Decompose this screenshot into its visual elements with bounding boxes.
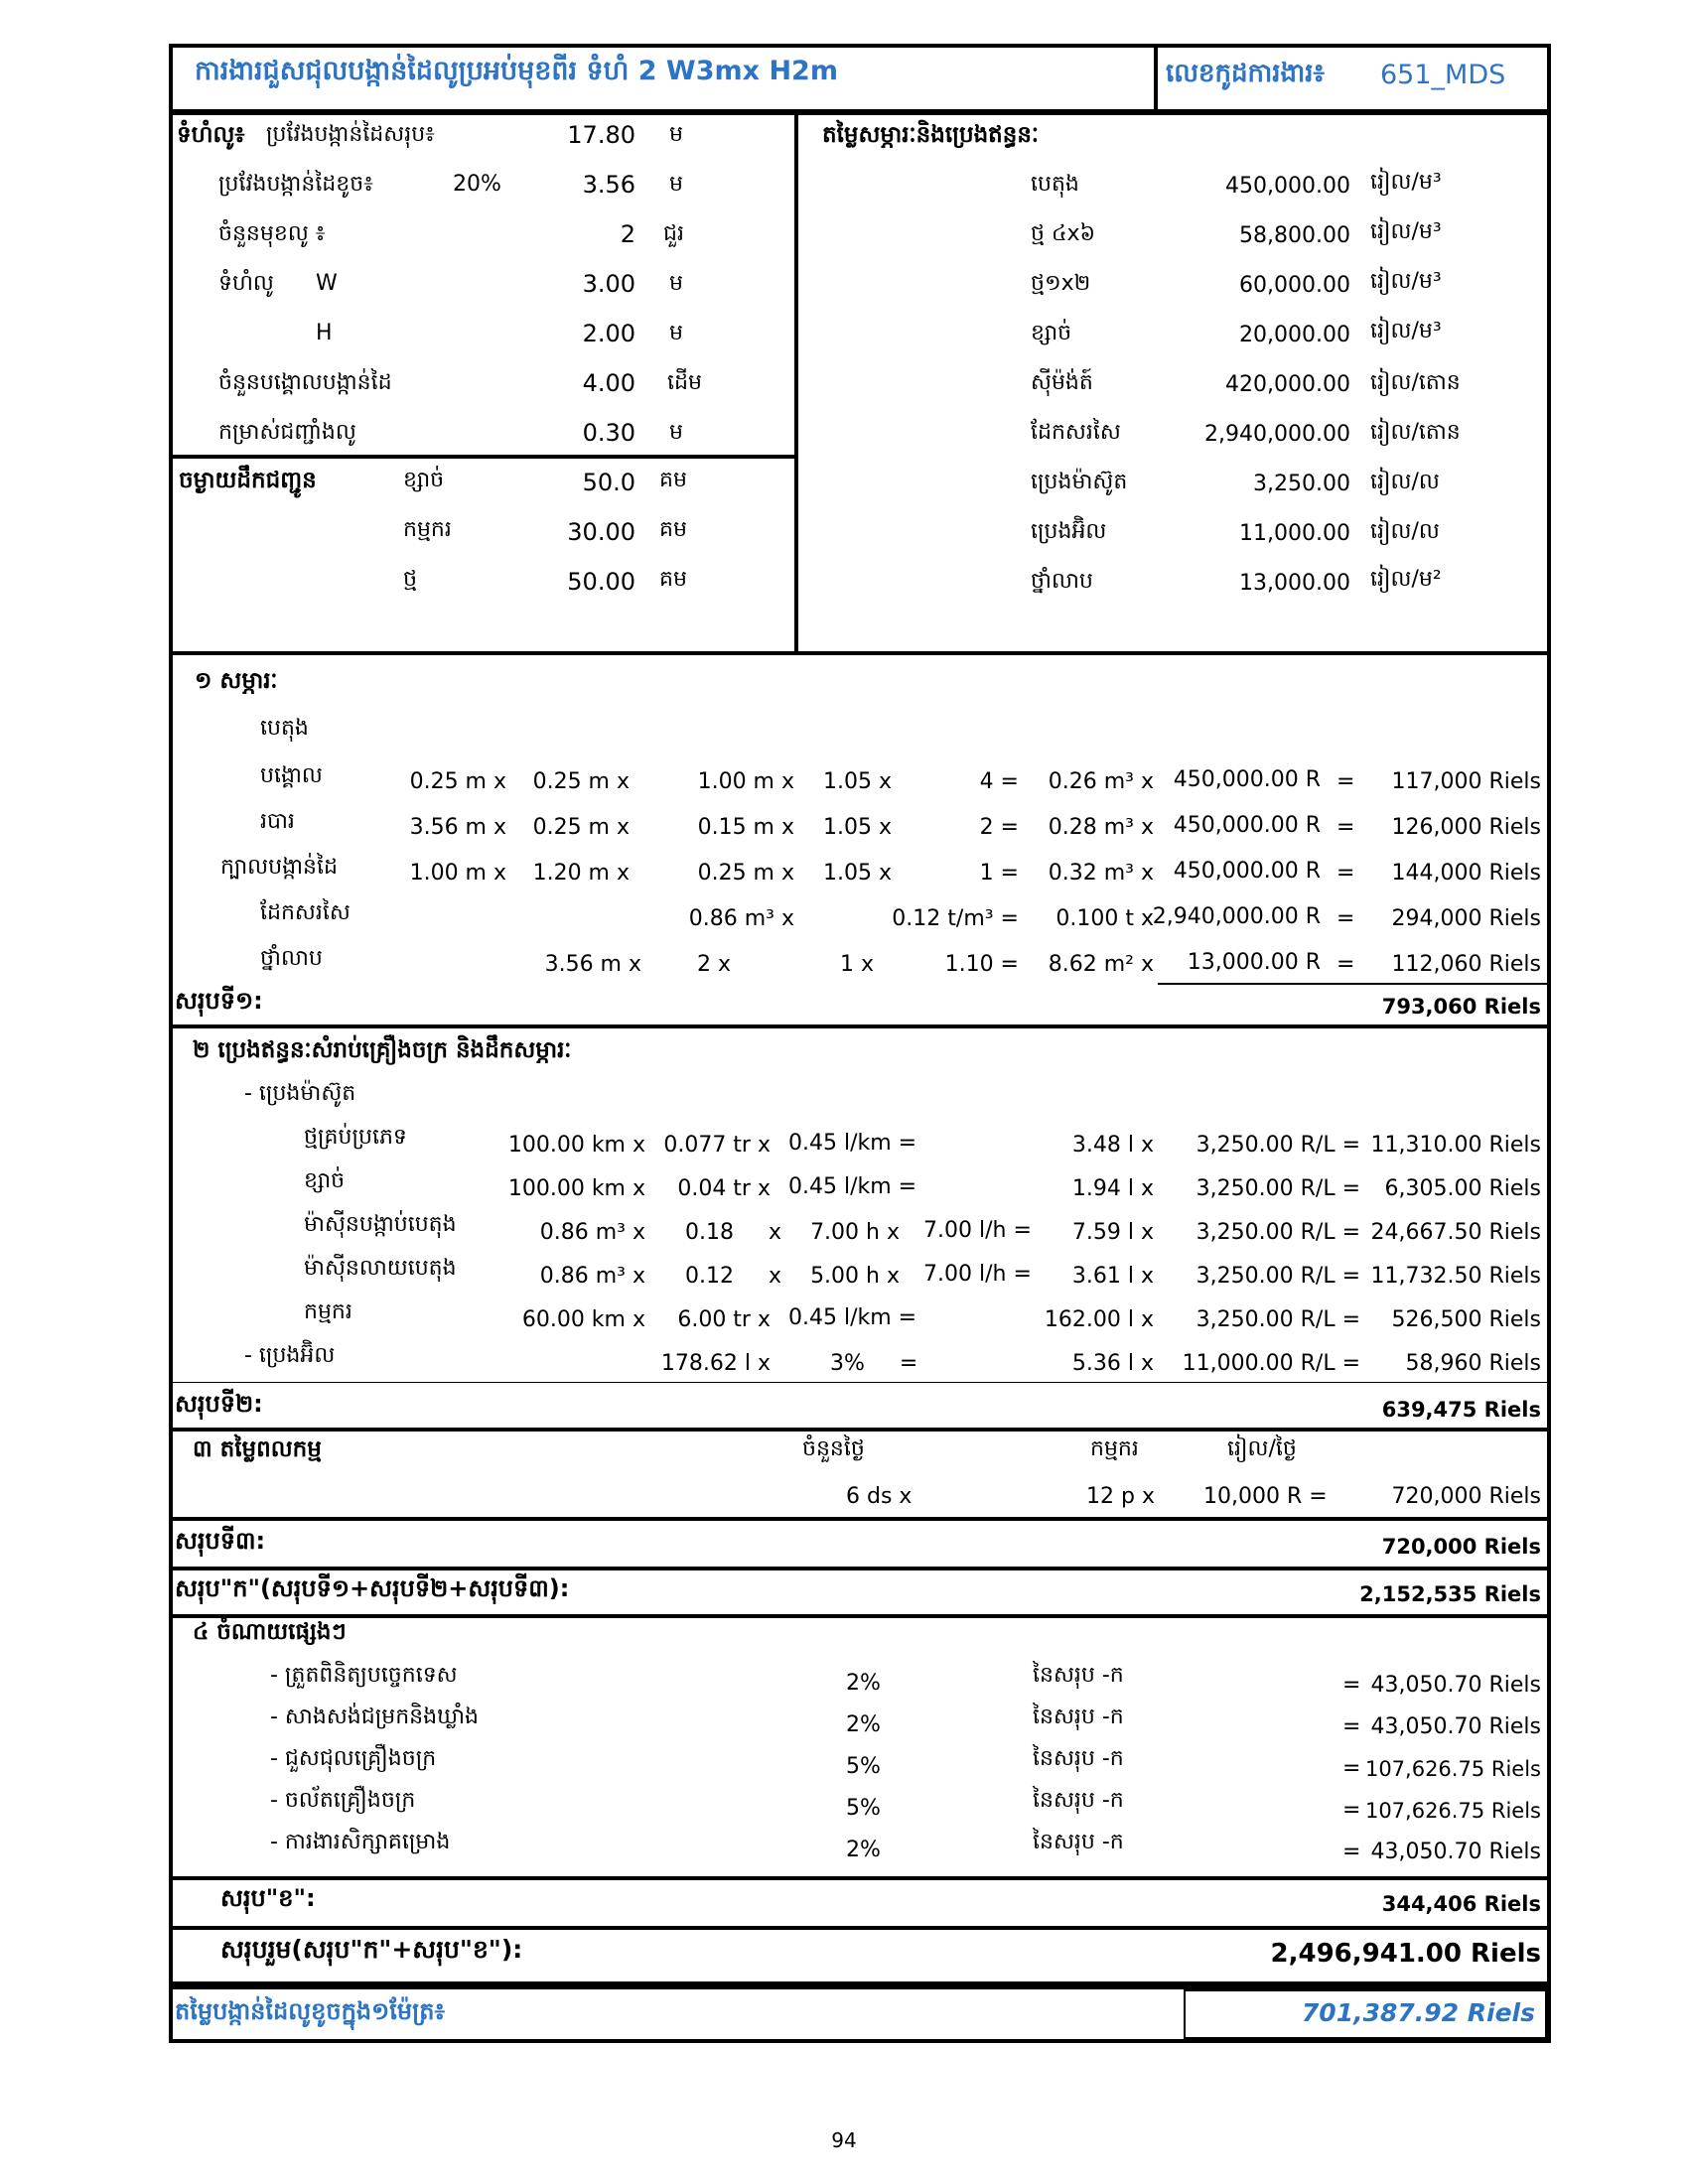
- s1-cell: 0.100 t x: [1055, 906, 1154, 931]
- top-block-bottom: [169, 651, 1551, 655]
- s1-total: 112,060 Riels: [1391, 952, 1541, 977]
- s1-row-label: ដែកសរសៃ: [260, 900, 351, 925]
- s2-cell: 3,250.00 R/L =: [1196, 1176, 1360, 1201]
- price-row-label: ខ្សាច់: [1031, 321, 1072, 345]
- s4-row-label: - ការងារសិក្សាគម្រោង: [270, 1830, 451, 1854]
- oil-label: - ប្រេងអ៊ិល: [244, 1343, 336, 1368]
- dim-row-unit: ម: [669, 321, 683, 345]
- section1-subtotal-label: សរុបទី១:: [175, 987, 263, 1015]
- s1-cell: 1 =: [979, 861, 1019, 886]
- s2-cell: 100.00 km x: [507, 1133, 645, 1158]
- section1-title: ១ សម្ភារៈ: [195, 668, 278, 694]
- dim-row-unit: ម: [669, 271, 683, 296]
- section3-title: ៣ តម្លៃពលកម្ម: [193, 1436, 322, 1462]
- s2-cell: 0.12 x: [685, 1264, 781, 1289]
- s1-cell: 2 x: [696, 952, 731, 977]
- price-row-label: ថ្ម១x២: [1031, 271, 1091, 296]
- section3-days: 6 ds x: [846, 1484, 913, 1509]
- dim-row-label: ចំនួនបង្គោលបង្កាន់ដៃ: [218, 370, 392, 395]
- dim-row-label: ប្រវែងបង្កាន់ដៃសរុប៖: [266, 122, 435, 147]
- transport-row-value: 30.00: [567, 518, 635, 546]
- s2-cell: 11,000.00 R/L =: [1182, 1351, 1360, 1376]
- per-meter-value: 701,387.92 Riels: [1301, 1998, 1535, 2027]
- dim-row-pct: W: [316, 271, 338, 296]
- s4-total: 107,626.75 Riels: [1364, 1757, 1541, 1781]
- s2-cell: 3,250.00 R/L =: [1196, 1307, 1360, 1332]
- price-row-value: 3,250.00: [1253, 472, 1350, 496]
- s2-cell: 3,250.00 R/L =: [1196, 1133, 1360, 1158]
- total-a-value: 2,152,535 Riels: [1359, 1582, 1541, 1606]
- price-row-value: 20,000.00: [1239, 323, 1350, 347]
- page-number: 94: [831, 2128, 857, 2152]
- s1-cell: 3.56 m x: [544, 952, 641, 977]
- s4-eq: =: [1342, 1840, 1361, 1864]
- s2-cell: 6.00 tr x: [677, 1307, 771, 1332]
- s2-row-label: កម្មករ: [304, 1299, 352, 1324]
- s1-eq: =: [1336, 861, 1355, 886]
- s1-cell: 1 x: [839, 952, 874, 977]
- diesel-label: - ប្រេងម៉ាស៊ូត: [244, 1081, 356, 1106]
- s4-eq: =: [1342, 1673, 1361, 1698]
- total-b-bottom: [169, 1926, 1551, 1930]
- s2-total: 11,310.00 Riels: [1370, 1133, 1541, 1158]
- s2-bottom: [169, 1428, 1551, 1432]
- s4-row-of: នៃសរុប -ក: [1033, 1746, 1124, 1771]
- s4-eq: =: [1342, 1756, 1361, 1781]
- s2-cell: 162.00 l x: [1044, 1307, 1154, 1332]
- dimensions-divider: [169, 455, 796, 459]
- price-row-value: 420,000.00: [1225, 372, 1350, 397]
- s1-total: 117,000 Riels: [1391, 769, 1541, 794]
- section3-workers: 12 p x: [1086, 1484, 1155, 1509]
- s1-cell: 450,000.00 R: [1173, 767, 1321, 792]
- s4-eq: =: [1342, 1798, 1361, 1823]
- s2-row-label: ម៉ាស៊ីនបង្កាប់បេតុង: [304, 1212, 457, 1237]
- price-row-label: បេតុង: [1031, 172, 1079, 197]
- s1-row-label: ក្បាលបង្កាន់ដៃ: [220, 855, 338, 880]
- page-title: ការងារជួសជុលបង្កាន់ដៃលូប្រអប់មុខពីរ ទំហំ 2 W3mx H2m: [195, 56, 838, 86]
- s2-cell: 3,250.00 R/L =: [1196, 1264, 1360, 1289]
- s2-cell: 5.00 h x: [810, 1264, 900, 1289]
- s4-row-of: នៃសរុប -ក: [1033, 1830, 1124, 1854]
- s4-row-label: - ជួសជុលគ្រឿងចក្រ: [270, 1746, 437, 1771]
- s2-cell: 0.86 m³ x: [539, 1264, 645, 1289]
- s1-eq: =: [1336, 769, 1355, 794]
- transport-row-label: កម្មករ: [403, 517, 452, 542]
- price-row-value: 450,000.00: [1225, 174, 1350, 199]
- dim-row-label: ប្រវែងបង្កាន់ដៃខូច៖: [218, 172, 373, 197]
- s2-total: 58,960 Riels: [1405, 1351, 1541, 1376]
- s4-row-pct: 5%: [846, 1796, 881, 1821]
- price-row-value: 60,000.00: [1239, 273, 1350, 298]
- s1-cell: 13,000.00 R: [1187, 950, 1321, 975]
- s1-cell: 0.25 m x: [532, 815, 630, 840]
- s1-bottom: [169, 1024, 1551, 1028]
- s1-cell: 8.62 m² x: [1048, 952, 1154, 977]
- s4-total: 43,050.70 Riels: [1370, 1714, 1541, 1739]
- s1-cell: 1.05 x: [823, 861, 892, 886]
- s2-cell: 3.61 l x: [1071, 1264, 1154, 1289]
- price-row-unit: រៀល/ម³: [1370, 219, 1442, 244]
- dim-row-label: ចំនួនមុខលូ ៖: [218, 221, 326, 246]
- transport-row-unit: គម: [659, 567, 687, 592]
- price-row-value: 2,940,000.00: [1204, 422, 1350, 447]
- s1-cell: 0.28 m³ x: [1048, 815, 1154, 840]
- s2-cell: 0.077 tr x: [663, 1133, 771, 1158]
- s2-cell: 7.00 h x: [810, 1220, 900, 1245]
- s2-total: 11,732.50 Riels: [1370, 1264, 1541, 1289]
- dim-row-pct: 20%: [453, 172, 501, 197]
- total-a-label: សរុប"ក"(សរុបទី១+សរុបទី២+សរុបទី៣):: [175, 1574, 570, 1602]
- s1-cell: 2 =: [979, 815, 1019, 840]
- per-meter-label: តម្លៃបង្កាន់ដៃលូខូចក្នុង១ម៉ែត្រ៖: [175, 1997, 445, 2025]
- total-b-label: សរុប"ខ":: [220, 1884, 316, 1912]
- s2-total: 6,305.00 Riels: [1384, 1176, 1541, 1201]
- s1-eq: =: [1336, 952, 1355, 977]
- s1-row-label: ថ្នាំលាប: [260, 946, 323, 971]
- section3-h-rate: រៀល/ថ្ងៃ: [1227, 1436, 1297, 1461]
- dim-row-label: ទំហំលូ: [218, 271, 274, 296]
- s4-total: 107,626.75 Riels: [1364, 1799, 1541, 1823]
- section3-subtotal-label: សរុបទី៣:: [175, 1527, 266, 1555]
- s3-mid: [169, 1517, 1551, 1521]
- price-row-label: ប្រេងអ៊ិល: [1031, 519, 1107, 544]
- s1-eq: =: [1336, 815, 1355, 840]
- price-row-unit: រៀល/ម³: [1370, 269, 1442, 294]
- price-row-label: ថ្ម ៤x៦: [1031, 221, 1096, 246]
- price-row-unit: រៀល/តោន: [1370, 370, 1461, 395]
- s4-row-label: - សាងសង់ជម្រកនិងឃ្លាំង: [270, 1705, 480, 1729]
- s4-row-of: នៃសរុប -ក: [1033, 1788, 1124, 1813]
- s1-cell: 0.15 m x: [697, 815, 794, 840]
- code-label: លេខកូដការងារ៖: [1166, 59, 1325, 88]
- s1-row-label: របារ: [260, 809, 295, 834]
- s1-cell: 0.25 m x: [697, 861, 794, 886]
- s2-cell: 0.45 l/km =: [788, 1174, 917, 1199]
- section2-title: ២ ប្រេងឥន្ធនៈសំរាប់គ្រឿងចក្រ និងដឹកសម្ភារៈ: [193, 1037, 572, 1063]
- header-divider: [1154, 44, 1158, 113]
- s1-total: 294,000 Riels: [1391, 906, 1541, 931]
- s2-cell: 60.00 km x: [521, 1307, 645, 1332]
- s2-cell: 178.62 l x: [660, 1351, 771, 1376]
- s1-cell: 0.86 m³ x: [688, 906, 794, 931]
- section2-subtotal: 639,475 Riels: [1381, 1398, 1541, 1422]
- price-row-unit: រៀល/ម²: [1370, 567, 1442, 592]
- section3-h-days: ចំនួនថ្ងៃ: [802, 1436, 865, 1461]
- price-row-label: ដែកសរសៃ: [1031, 420, 1121, 445]
- grand-total-label: សរុបរួម(សរុប"ក"+សរុប"ខ"):: [220, 1935, 523, 1964]
- s1-cell: 0.12 t/m³ =: [892, 906, 1019, 931]
- s4-row-of: នៃសរុប -ក: [1033, 1705, 1124, 1729]
- dim-row-value: 2.00: [582, 320, 635, 347]
- s1-row-label: បង្គោល: [260, 763, 323, 788]
- s2-row-label: ខ្សាច់: [304, 1168, 346, 1193]
- dim-row-value: 3.00: [582, 270, 635, 298]
- s1-cell: 4 =: [979, 769, 1019, 794]
- price-row-label: ប្រេងម៉ាស៊ូត: [1031, 470, 1128, 494]
- s1-cell: 0.25 m x: [532, 769, 630, 794]
- s4-row-pct: 2%: [846, 1838, 881, 1862]
- s2-cell: 100.00 km x: [507, 1176, 645, 1201]
- transport-row-unit: គម: [659, 517, 687, 542]
- s1-cell: 1.05 x: [823, 815, 892, 840]
- s1-cell: 3.56 m x: [409, 815, 506, 840]
- s4-row-pct: 2%: [846, 1671, 881, 1696]
- s4-row-label: - ត្រួតពិនិត្យបច្ចេកទេស: [270, 1663, 458, 1688]
- total-b-value: 344,406 Riels: [1381, 1892, 1541, 1916]
- s4-eq: =: [1342, 1714, 1361, 1739]
- grand-total-value: 2,496,941.00 Riels: [1270, 1939, 1541, 1969]
- section1-subtotal: 793,060 Riels: [1381, 995, 1541, 1019]
- s2-cell: 3% =: [830, 1351, 918, 1376]
- s1-cell: 1.10 =: [944, 952, 1019, 977]
- dim-row-value: 2: [620, 220, 635, 248]
- s4-row-pct: 2%: [846, 1712, 881, 1737]
- price-row-unit: រៀល/ល: [1370, 519, 1440, 544]
- dim-row-label: កម្រាស់ជញ្ជាំងលូ: [218, 420, 356, 445]
- s1-cell: 0.32 m³ x: [1048, 861, 1154, 886]
- s1-cell: 450,000.00 R: [1173, 859, 1321, 884]
- s4-total: 43,050.70 Riels: [1370, 1673, 1541, 1698]
- s2-row-label: ម៉ាស៊ីនលាយបេតុង: [304, 1256, 457, 1281]
- price-row-label: ថ្នាំលាប: [1031, 569, 1093, 594]
- s3-bottom: [169, 1567, 1551, 1570]
- s1-total: 144,000 Riels: [1391, 861, 1541, 886]
- s1-total: 126,000 Riels: [1391, 815, 1541, 840]
- price-row-unit: រៀល/ល: [1370, 470, 1440, 494]
- s1-cell: 2,940,000.00 R: [1152, 904, 1321, 929]
- s4-total: 43,050.70 Riels: [1370, 1840, 1541, 1864]
- section3-h-workers: កម្មករ: [1090, 1436, 1139, 1461]
- price-row-value: 13,000.00: [1239, 571, 1350, 596]
- s1-cell: 450,000.00 R: [1173, 813, 1321, 838]
- dim-row-value: 4.00: [582, 369, 635, 397]
- s4-row-label: - ចល័តគ្រឿងចក្រ: [270, 1788, 416, 1813]
- dim-row-pct: H: [316, 321, 333, 345]
- s2-cell: 7.59 l x: [1071, 1220, 1154, 1245]
- dim-row-unit: ជួរ: [663, 221, 684, 246]
- s4-row-of: នៃសរុប -ក: [1033, 1663, 1124, 1688]
- s2-cell: 7.00 l/h =: [923, 1218, 1032, 1243]
- section3-total: 720,000 Riels: [1391, 1484, 1541, 1509]
- s4-bottom: [169, 1876, 1551, 1880]
- price-row-unit: រៀល/ម³: [1370, 319, 1442, 343]
- dimensions-label: ទំហំលូ៖: [177, 122, 245, 148]
- s2-cell: 5.36 l x: [1071, 1351, 1154, 1376]
- s2-cell: 7.00 l/h =: [923, 1262, 1032, 1287]
- s2-total: 526,500 Riels: [1391, 1307, 1541, 1332]
- total-a-bottom: [169, 1614, 1551, 1618]
- price-row-unit: រៀល/តោន: [1370, 420, 1461, 445]
- dim-row-unit: ម: [669, 172, 683, 197]
- price-row-unit: រៀល/ម³: [1370, 170, 1442, 195]
- s4-row-pct: 5%: [846, 1754, 881, 1779]
- s2-total: 24,667.50 Riels: [1370, 1220, 1541, 1245]
- dim-row-unit: ដើម: [667, 370, 702, 395]
- transport-label: ចម្ងាយដឹកជញ្ជូន: [179, 468, 317, 493]
- s2-row-label: ថ្មគ្រប់ប្រភេទ: [304, 1125, 407, 1150]
- s2-cell: 0.04 tr x: [677, 1176, 771, 1201]
- s2-cell: 3.48 l x: [1071, 1133, 1154, 1158]
- s1-eq: =: [1336, 906, 1355, 931]
- code-value: 651_MDS: [1380, 60, 1506, 90]
- s1-cell: 0.25 m x: [409, 769, 506, 794]
- concrete-label: បេតុង: [260, 716, 309, 741]
- transport-row-value: 50.0: [582, 469, 635, 496]
- s2-cell: 0.45 l/km =: [788, 1131, 917, 1156]
- section3-subtotal: 720,000 Riels: [1381, 1535, 1541, 1559]
- price-row-value: 58,800.00: [1239, 223, 1350, 248]
- price-row-label: ស៊ីម៉ង់ត៍: [1031, 370, 1093, 395]
- dim-row-unit: ម: [669, 420, 683, 445]
- s1-cell: 1.05 x: [823, 769, 892, 794]
- s2-cell: 0.45 l/km =: [788, 1305, 917, 1330]
- s2-sum-line: [171, 1382, 1547, 1383]
- dim-row-value: 17.80: [567, 121, 635, 149]
- dim-row-value: 3.56: [582, 171, 635, 199]
- s1-cell: 1.00 m x: [697, 769, 794, 794]
- top-block-divider: [794, 111, 798, 655]
- s2-cell: 0.18 x: [685, 1220, 781, 1245]
- s1-cell: 1.20 m x: [532, 861, 630, 886]
- dim-row-value: 0.30: [582, 419, 635, 447]
- s1-sum-line: [1158, 983, 1547, 985]
- s2-cell: 1.94 l x: [1071, 1176, 1154, 1201]
- transport-row-unit: គម: [659, 468, 687, 492]
- section2-subtotal-label: សរុបទី២:: [175, 1390, 263, 1418]
- s1-cell: 0.26 m³ x: [1048, 769, 1154, 794]
- transport-row-label: ខ្សាច់: [403, 468, 445, 492]
- price-row-value: 11,000.00: [1239, 521, 1350, 546]
- s1-cell: 1.00 m x: [409, 861, 506, 886]
- prices-label: តម្លៃសម្ភារៈនិងប្រេងឥន្ធនៈ: [822, 122, 1039, 148]
- dim-row-unit: ម: [669, 122, 683, 147]
- section3-rate: 10,000 R =: [1203, 1484, 1328, 1509]
- transport-row-label: ថ្ម: [403, 567, 417, 592]
- transport-row-value: 50.00: [567, 568, 635, 596]
- section4-title: ៤ ចំណាយផ្សេងៗ: [193, 1619, 347, 1645]
- s2-cell: 0.86 m³ x: [539, 1220, 645, 1245]
- s2-cell: 3,250.00 R/L =: [1196, 1220, 1360, 1245]
